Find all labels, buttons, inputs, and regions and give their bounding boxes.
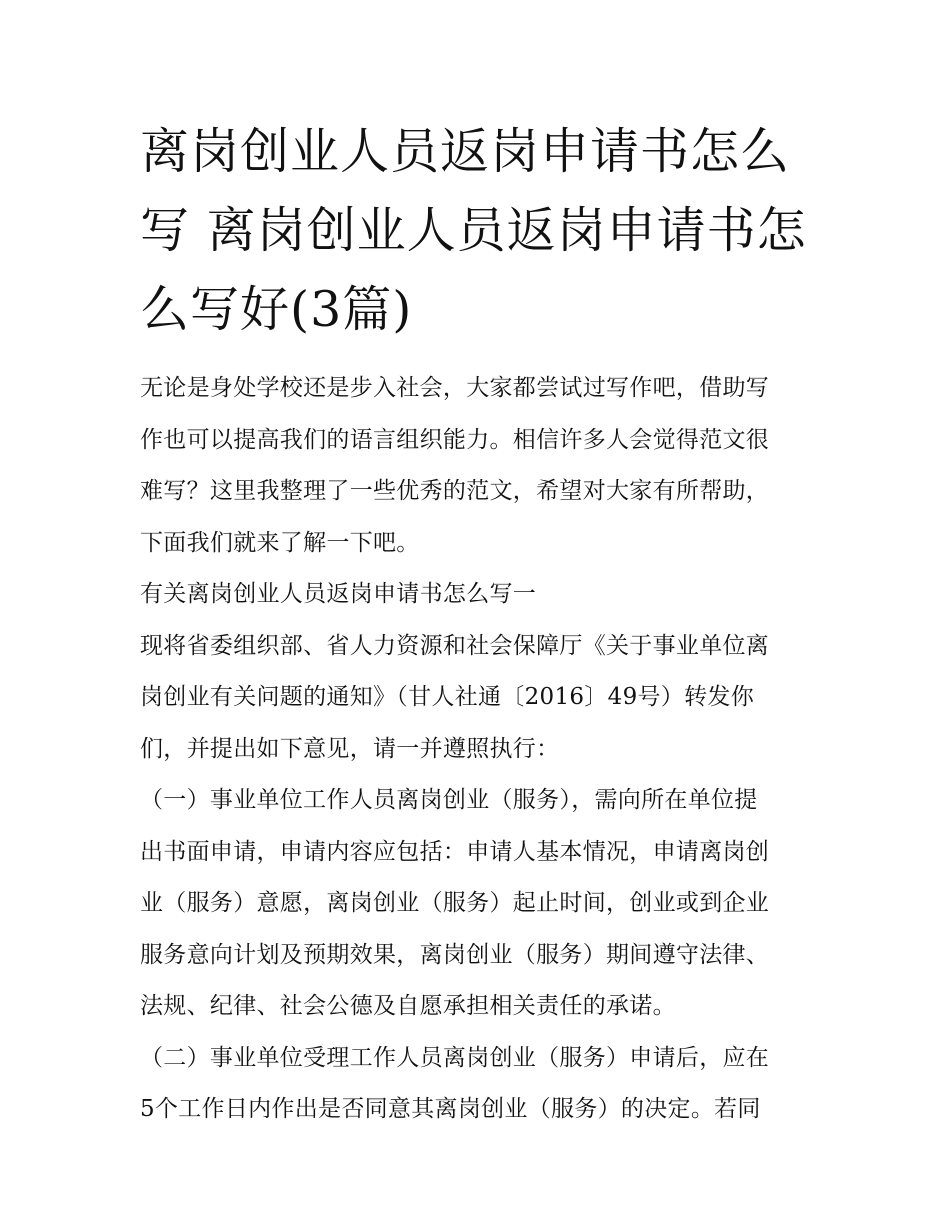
text-line: 现将省委组织部、省人力资源和社会保障厅《关于事业单位离 <box>140 632 770 659</box>
title-line: 么写好(3篇) <box>140 281 413 338</box>
text-line: 作也可以提高我们的语言组织能力。相信许多人会觉得范文很 <box>140 426 770 453</box>
text-line: 5个工作日内作出是否同意其离岗创业（服务）的决定。若同 <box>140 1096 761 1122</box>
text-line: 无论是身处学校还是步入社会，大家都尝试过写作吧，借助写 <box>140 375 770 401</box>
document-page <box>140 112 820 1136</box>
text-line: 出书面申请，申请内容应包括：申请人基本情况，申请离岗创 <box>140 838 770 865</box>
text-line: （一）事业单位工作人员离岗创业（服务），需向所在单位提 <box>140 787 758 813</box>
title-line: 写 离岗创业人员返岗申请书怎 <box>140 202 807 259</box>
section-heading: 有关离岗创业人员返岗申请书怎么写一 <box>140 581 537 607</box>
document-title <box>140 112 820 349</box>
text-line: 下面我们就来了解一下吧。 <box>140 529 420 556</box>
text-line: 服务意向计划及预期效果，离岗创业（服务）期间遵守法律、 <box>140 941 770 968</box>
text-line: 业（服务）意愿，离岗创业（服务）起止时间，创业或到企业 <box>140 890 770 916</box>
text-line: 难写？这里我整理了一些优秀的范文，希望对大家有所帮助， <box>140 478 770 504</box>
text-line: （二）事业单位受理工作人员离岗创业（服务）申请后，应在 <box>140 1044 770 1071</box>
text-line: 岗创业有关问题的通知》（甘人社通〔2016〕49号）转发你 <box>140 684 754 710</box>
document-body <box>140 363 820 1136</box>
text-line: 法规、纪律、社会公德及自愿承担相关责任的承诺。 <box>140 993 676 1019</box>
title-line: 离岗创业人员返岗申请书怎么 <box>140 123 791 180</box>
text-line: 们，并提出如下意见，请一并遵照执行： <box>140 735 560 762</box>
